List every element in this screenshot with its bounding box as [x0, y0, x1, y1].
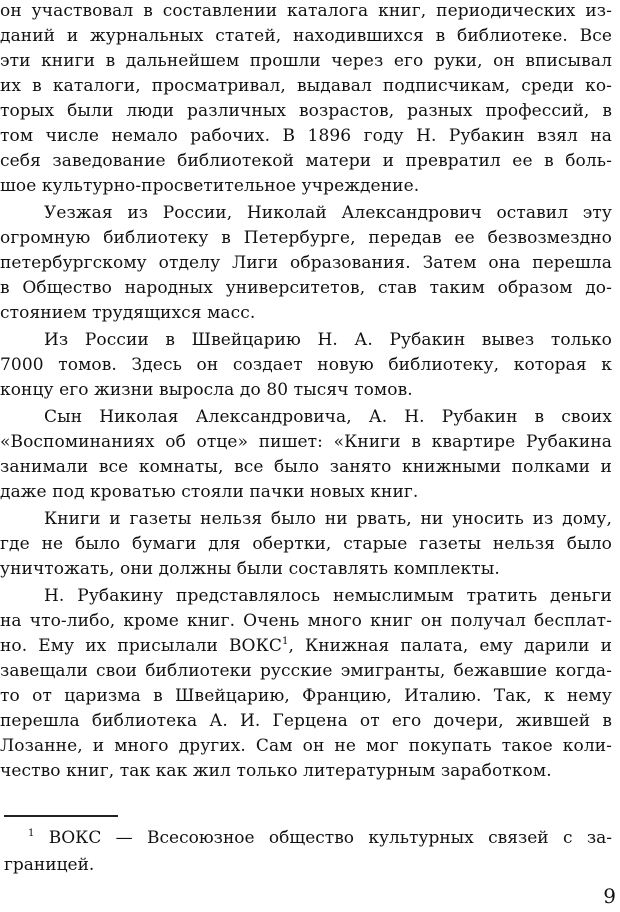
paragraph-first-line: Книги и газеты нельзя было ни рвать, ни уносить из дому, [44, 509, 612, 529]
body-text-line: то от царизма в Швейцарию, Францию, Италию. Так, к нему [0, 686, 612, 706]
body-text-line [0, 633, 612, 659]
body-text-segment: но. Ему их присылали ВОКС [0, 636, 282, 656]
body-text-line: Лозанне, и много других. Сам он не мог покупать такое коли- [0, 736, 612, 756]
body-text-line: в Общество народных университетов, став таким образом до- [0, 278, 612, 298]
body-text-line: занимали все комнаты, все было занято книжными полками и [0, 457, 612, 477]
body-text-line: том числе немало рабочих. В 1896 году Н. Рубакин взял на [0, 126, 612, 146]
body-text-line: эти книги в дальнейшем прошли через его руки, он вписывал [0, 51, 612, 71]
body-text-line: себя заведование библиотекой матери и превратил ее в боль- [0, 151, 612, 171]
body-text-line: их в каталоги, просматривал, выдавал подписчикам, среди ко- [0, 76, 612, 96]
body-text-line: 7000 томов. Здесь он создает новую библиотеку, которая к [0, 355, 612, 375]
body-text-line: петербургскому отделу Лиги образования. Затем она перешла [0, 253, 612, 273]
footnote-text-line: ВОКС — Всесоюзное общество культурных связей с за- [48, 828, 612, 848]
body-text-line: торых были люди различных возрастов, разных профессий, в [0, 101, 612, 121]
body-text-line: шое культурно-просветительное учреждение. [0, 176, 420, 196]
page-number: 9 [603, 884, 616, 908]
body-text-line: даний и журнальных статей, находившихся в библиотеке. Все [0, 26, 612, 46]
body-text-line: на что-либо, кроме книг. Очень много книг он получал бесплат- [0, 611, 612, 631]
body-text-line: чество книг, так как жил только литературным заработком. [0, 761, 552, 781]
footnote-text-line: границей. [4, 855, 95, 875]
body-text-line: уничтожать, они должны были составлять комплекты. [0, 559, 500, 579]
body-text-line: «Воспоминаниях об отце» пишет: «Книги в квартире Рубакина [0, 432, 612, 452]
paragraph-first-line: Н. Рубакину представлялось немыслимым тратить деньги [44, 586, 612, 606]
paragraph-first-line: Уезжая из России, Николай Александрович оставил эту [44, 203, 612, 223]
body-text-line: где не было бумаги для обертки, старые газеты нельзя было [0, 534, 612, 554]
body-text-segment: , Книжная палата, ему дарили и [288, 636, 613, 656]
footnote-marker: 1 [28, 828, 35, 839]
paragraph-first-line: Из России в Швейцарию Н. А. Рубакин вывез только [44, 330, 612, 350]
body-text-line: даже под кроватью стояли пачки новых книг. [0, 482, 419, 502]
body-text-line: огромную библиотеку в Петербурге, передав ее безвозмездно [0, 228, 612, 248]
body-text-line: перешла библиотека А. И. Герцена от его дочери, жившей в [0, 711, 612, 731]
footnote-divider [4, 815, 118, 817]
body-text-line: концу его жизни выросла до 80 тысяч томов. [0, 380, 413, 400]
paragraph-first-line: Сын Николая Александровича, А. Н. Рубакин в своих [44, 407, 612, 427]
body-text-line: стоянием трудящихся масс. [0, 303, 256, 323]
footnote-reference[interactable]: 1 [281, 636, 289, 647]
body-text-line: завещали свои библиотеки русские эмигранты, бежавшие когда- [0, 661, 612, 681]
body-text-line: он участвовал в составлении каталога книг, периодических из- [0, 1, 612, 21]
footnote-text [28, 824, 612, 852]
